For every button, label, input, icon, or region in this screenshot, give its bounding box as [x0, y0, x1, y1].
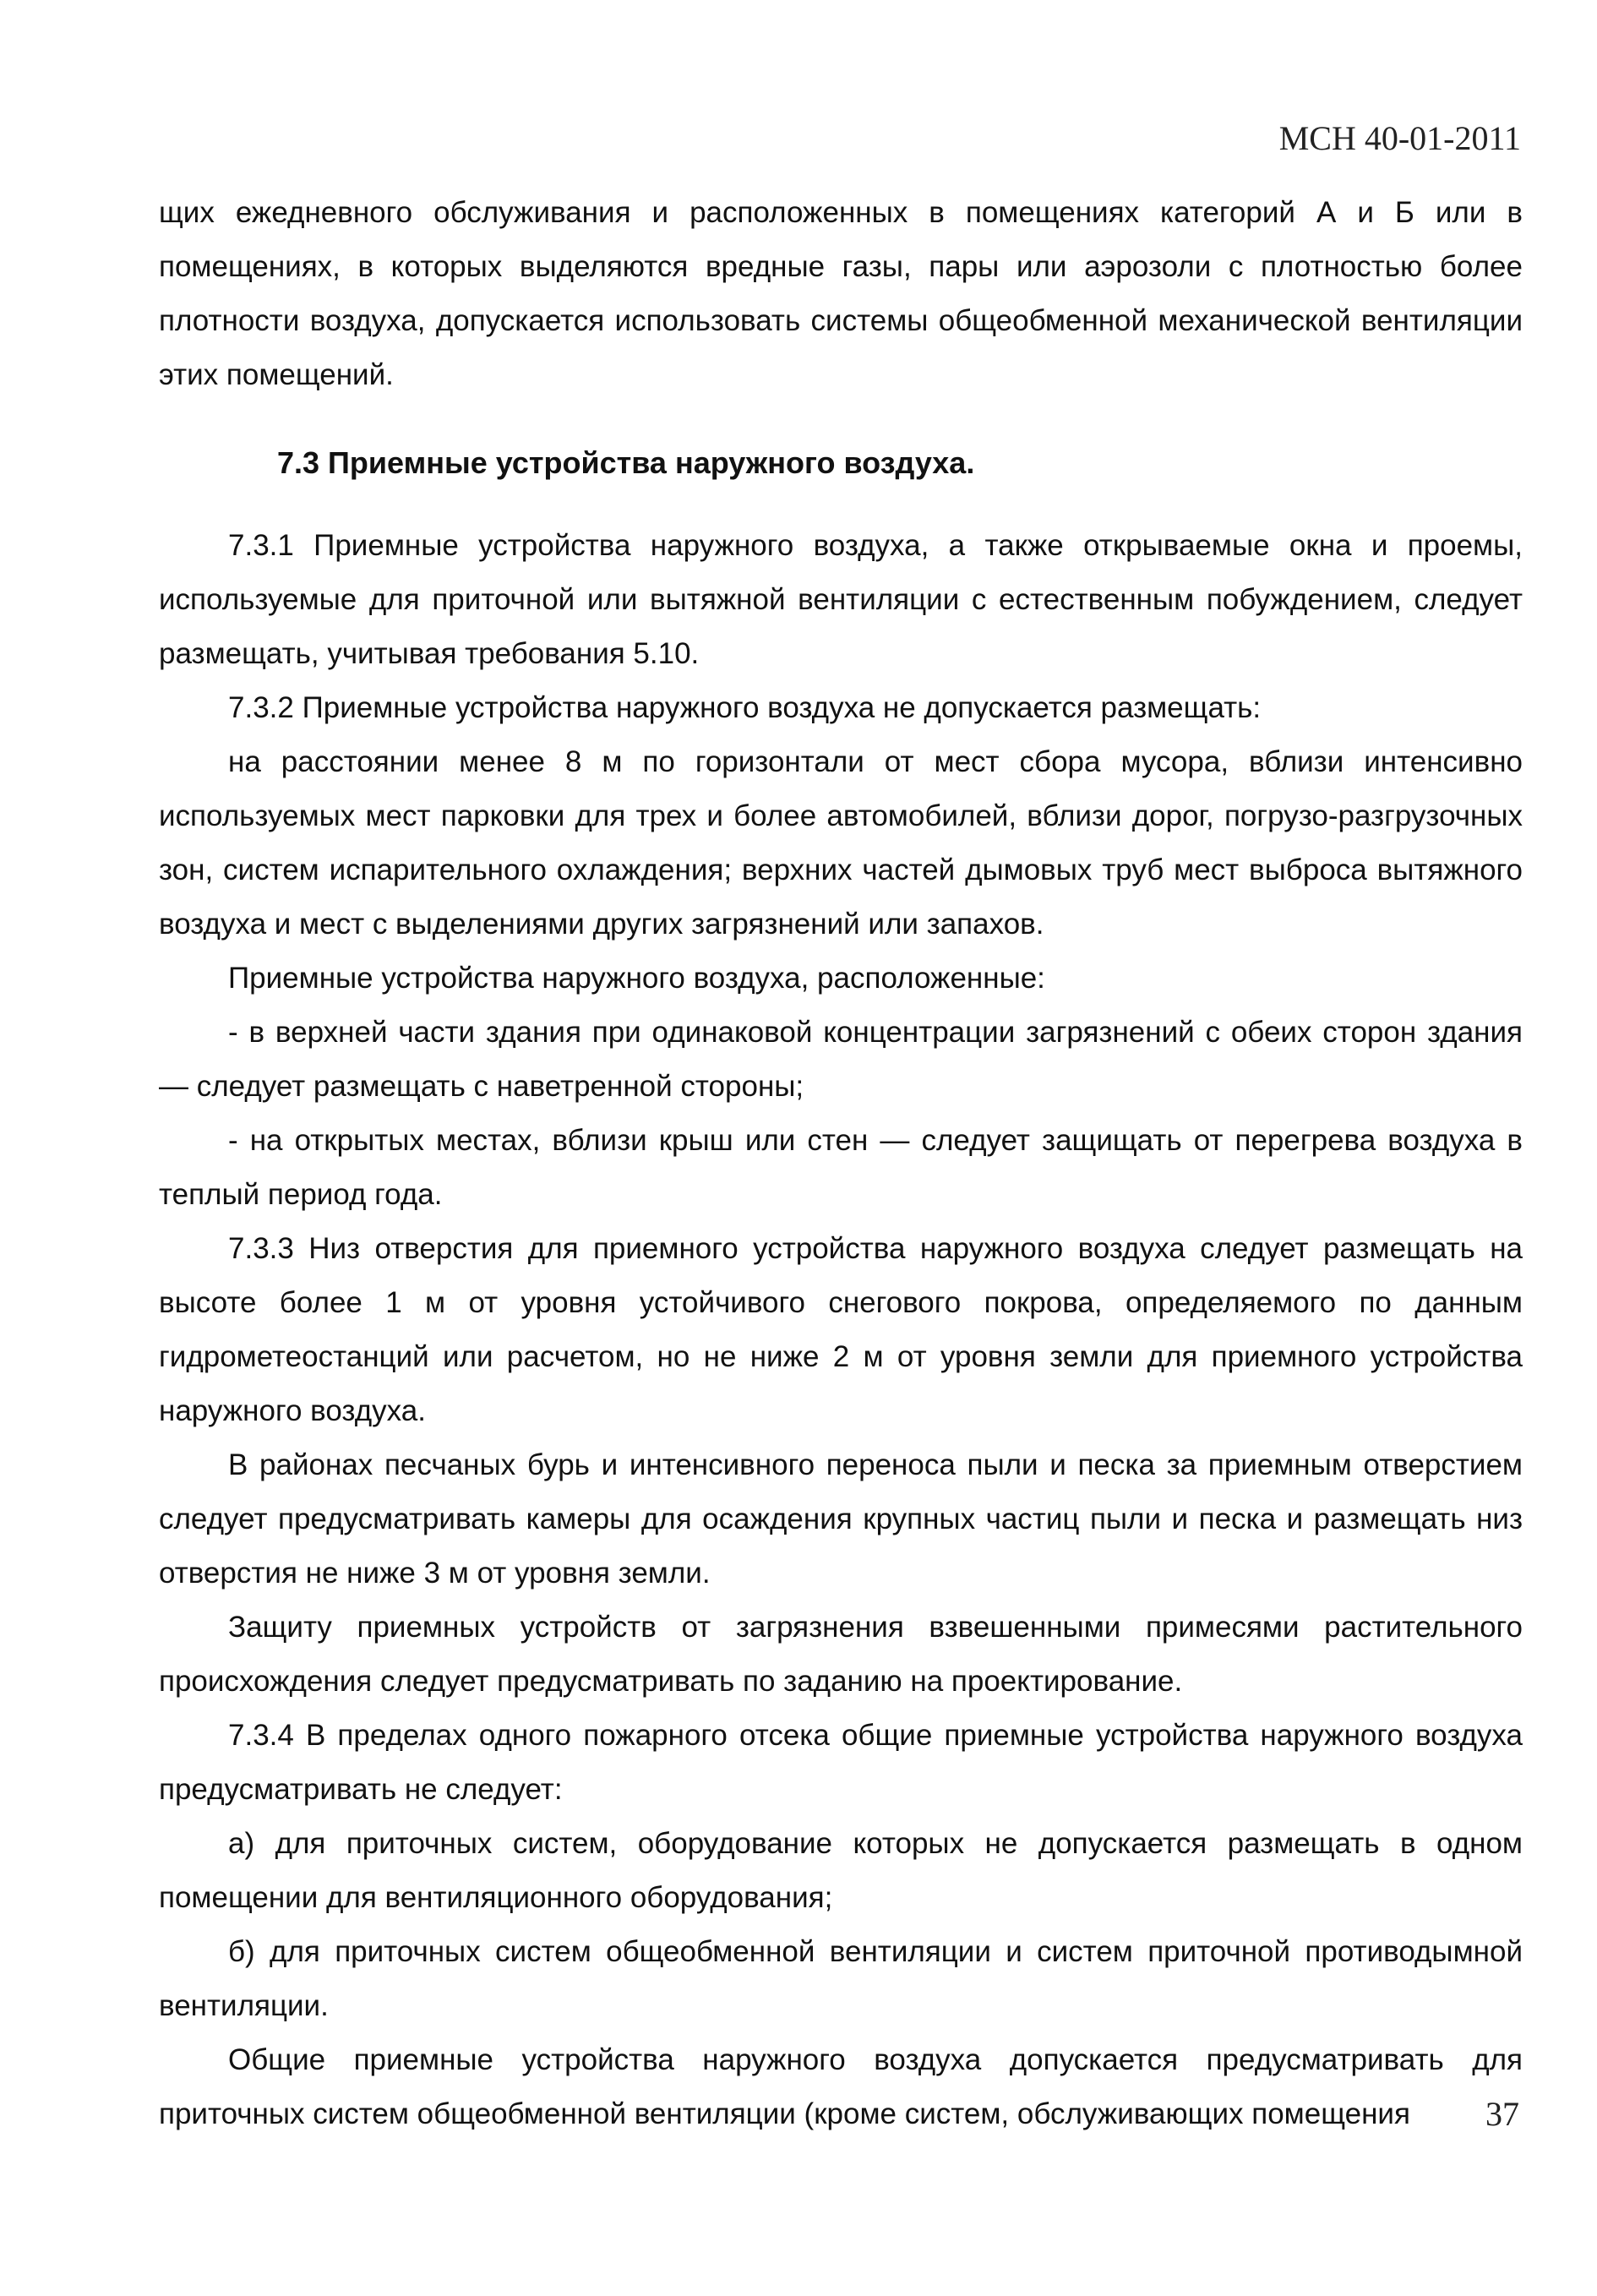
list-item-upper-part: - в верхней части здания при одинаковой концентрации загрязнений с обеих сторон здания — следует размещать с наветренной стороны; — [159, 1016, 1523, 1103]
paragraph-7-3-1: 7.3.1 Приемные устройства наружного воздуха, а также открываемые окна и проемы, используемые для приточной или вытяжной вентиляции с естественным побуждением, следует размещать, учитывая требования 5.10. — [159, 529, 1523, 670]
paragraph-plant-contamination: Защиту приемных устройств от загрязнения взвешенными примесями растительного происхождения следует предусматривать по заданию на проектирование. — [159, 1611, 1523, 1698]
intro-paragraph: щих ежедневного обслуживания и расположенных в помещениях категорий А и Б или в помещениях, в которых выделяются вредные газы, пары или аэрозоли с плотностью более плотности воздуха, допускается использовать системы общеобменной механической вентиляции этих помещений. — [159, 196, 1523, 391]
document-code: МСН 40-01-2011 — [1278, 119, 1521, 157]
body-text — [159, 186, 1523, 2141]
paragraph-located-devices: Приемные устройства наружного воздуха, расположенные: — [228, 962, 1045, 995]
paragraph-7-3-3: 7.3.3 Низ отверстия для приемного устройства наружного воздуха следует размещать на высоте более 1 м от уровня устойчивого снегового покрова, определяемого по данным гидрометеостанций или расчетом, но не ниже 2 м от уровня земли для приемного устройства наружного воздуха. — [159, 1232, 1523, 1427]
list-item-a: а) для приточных систем, оборудование которых не допускается размещать в одном помещении для вентиляционного оборудования; — [159, 1827, 1523, 1914]
paragraph-distance-restrictions: на расстоянии менее 8 м по горизонтали от мест сбора мусора, вблизи интенсивно используемых мест парковки для трех и более автомобилей, вблизи дорог, погрузо-разгрузочных зон, систем испарительного охлаждения; верхних частей дымовых труб мест выброса вытяжного воздуха и мест с выделениями других загрязнений или запахов. — [159, 745, 1523, 941]
list-item-b: б) для приточных систем общеобменной вентиляции и систем приточной противодымной вентиляции. — [159, 1935, 1523, 2022]
list-item-open-places: - на открытых местах, вблизи крыш или стен — следует защищать от перегрева воздуха в теплый период года. — [159, 1124, 1523, 1211]
paragraph-7-3-4: 7.3.4 В пределах одного пожарного отсека общие приемные устройства наружного воздуха предусматривать не следует: — [159, 1719, 1523, 1806]
paragraph-common-devices: Общие приемные устройства наружного воздуха допускается предусматривать для приточных систем общеобменной вентиляции (кроме систем, обслуживающих помещения — [159, 2043, 1523, 2130]
paragraph-sandstorm-areas: В районах песчаных бурь и интенсивного переноса пыли и песка за приемным отверстием следует предусматривать камеры для осаждения крупных частиц пыли и песка и размещать низ отверстия не ниже 3 м от уровня земли. — [159, 1448, 1523, 1590]
page-number: 37 — [1485, 2095, 1519, 2133]
paragraph-7-3-2: 7.3.2 Приемные устройства наружного воздуха не допускается размещать: — [228, 691, 1262, 724]
section-heading: 7.3 Приемные устройства наружного воздуха. — [277, 445, 975, 480]
